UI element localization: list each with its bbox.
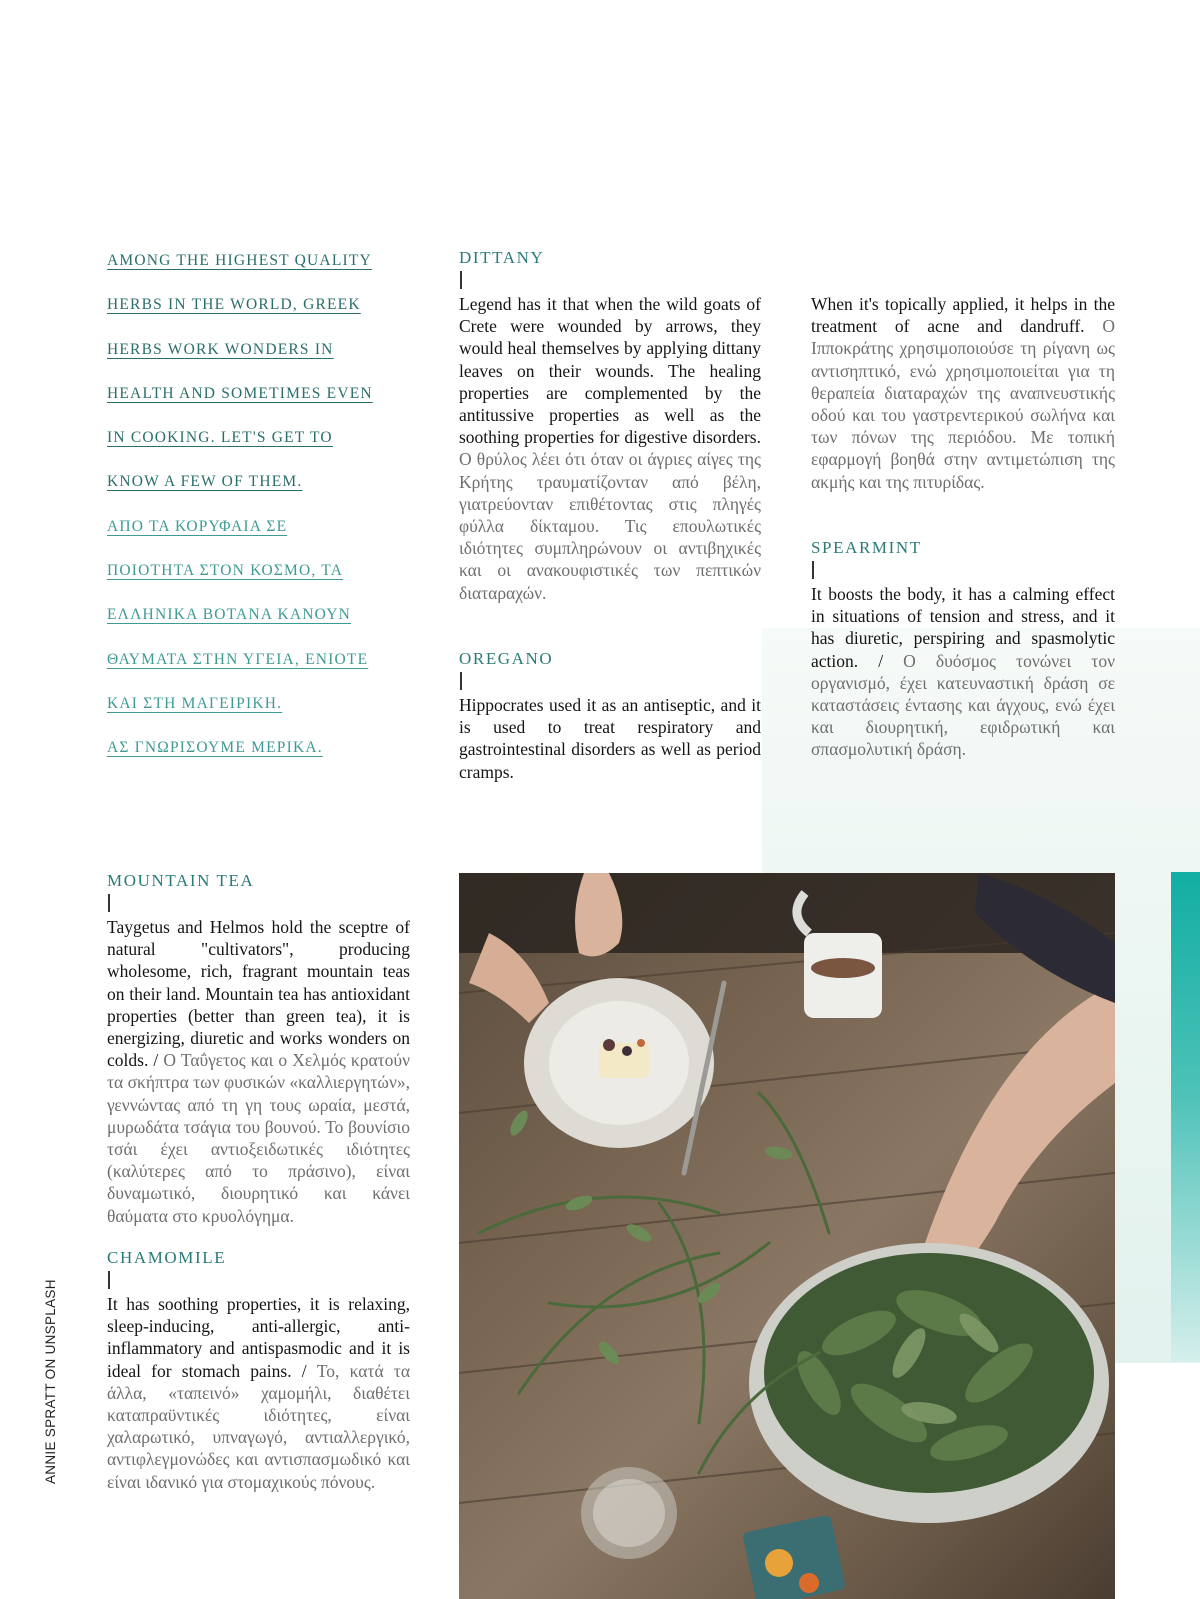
body-greek: Ο δυόσμος τονώνει τον οργανισμό, έχει κατευναστική δράση σε καταστάσεις έντασης και άγχους, ενώ έχει και διουρητική, εφιδρωτική και σπασμολυτική δράση. bbox=[811, 650, 1115, 760]
section-body bbox=[107, 916, 410, 1227]
title-divider bbox=[460, 271, 462, 289]
body-english: Taygetus and Helmos hold the sceptre of natural "cultivators", producing wholesome, rich, fragrant mountain teas on their land. Mountain tea has antioxidant properties (better than green tea), it is energizing, diuretic and works wonders on colds. / bbox=[107, 917, 410, 1071]
herbs-table-photo bbox=[459, 873, 1115, 1599]
section-body bbox=[459, 694, 761, 783]
intro-line-en: KNOW A FEW OF THEM. bbox=[107, 473, 303, 491]
intro-line-en: HERBS WORK WONDERS IN bbox=[107, 340, 334, 358]
body-greek: Ο Ταΰγετος και ο Χελμός κρατούν τα σκήπτρα των φυσικών «καλλιεργητών», γεννώντας από τη γη τους ωραία, μεστά, μυρωδάτα τσάγια του βουνού. Το βουνίσιο τσάι έχει αντιοξειδωτικές ιδιότητες (καλύτερες από το πράσινο), είναι δυναμωτικό, διουρητικό και κάνει θαύματα στο κρυολόγημα. bbox=[107, 1050, 410, 1226]
title-divider bbox=[812, 561, 814, 579]
intro-line-gr: ΠΟΙΟΤΗΤΑ ΣΤΟΝ ΚΟΣΜΟ, ΤΑ bbox=[107, 562, 344, 580]
intro-line-gr: ΘΑΥΜΑΤΑ ΣΤΗΝ ΥΓΕΙΑ, ΕΝΙΟΤΕ bbox=[107, 650, 369, 668]
title-divider bbox=[108, 894, 110, 912]
section-title: CHAMOMILE bbox=[107, 1248, 227, 1267]
intro-pullquote bbox=[107, 250, 407, 782]
section-title: SPEARMINT bbox=[811, 538, 922, 557]
intro-line-gr: ΑΣ ΓΝΩΡΙΣΟΥΜΕ ΜΕΡΙΚΑ. bbox=[107, 739, 323, 757]
section-dittany bbox=[459, 247, 761, 604]
body-english: When it's topically applied, it helps in the treatment of acne and dandruff. bbox=[811, 294, 1115, 337]
section-body bbox=[459, 293, 761, 604]
photo-credit: ANNIE SPRATT ON UNSPLASH bbox=[43, 1279, 58, 1484]
body-greek: Το, κατά τα άλλα, «ταπεινό» χαμομήλι, διαθέτει καταπραϋντικές ιδιότητες, είναι χαλαρωτικό, υπναγωγό, αντιαλλεργικό, αντιφλεγμονώδες και αντισπασμωδικό και είναι ιδανικό για στομαχικούς πόνους. bbox=[107, 1360, 410, 1492]
section-mountain-tea bbox=[107, 870, 410, 1227]
body-english: Hippocrates used it as an antiseptic, and it is used to treat respiratory and gastrointestinal disorders as well as period cramps. bbox=[459, 695, 761, 782]
body-greek: Ο θρύλος λέει ότι όταν οι άγριες αίγες της Κρήτης τραυματίζονταν από βέλη, γιατρεύονταν επιθέτοντας στις πληγές φύλλα δίκταμου. Τις επουλωτικές ιδιότητες συμπληρώνουν οι αντιβηχικές και οι ανακουφιστικές των πεπτικών διαταραχών. bbox=[459, 449, 761, 603]
section-title: DITTANY bbox=[459, 248, 545, 267]
intro-line-en: HERBS IN THE WORLD, GREEK bbox=[107, 296, 361, 314]
intro-line-en: AMONG THE HIGHEST QUALITY bbox=[107, 252, 372, 269]
herbs-illustration bbox=[459, 873, 1115, 1599]
section-body bbox=[811, 583, 1115, 761]
teal-accent-bar bbox=[1171, 872, 1200, 1362]
title-divider bbox=[108, 1271, 110, 1289]
section-oregano-continued bbox=[811, 293, 1115, 493]
title-divider bbox=[460, 672, 462, 690]
section-body bbox=[811, 293, 1115, 493]
intro-line-gr: ΚΑΙ ΣΤΗ ΜΑΓΕΙΡΙΚΗ. bbox=[107, 694, 283, 712]
body-english: Legend has it that when the wild goats of Crete were wounded by arrows, they would heal themselves by applying dittany leaves on their wounds. The healing properties are complemented by the antitussive properties as well as the soothing properties for digestive disorders. bbox=[459, 294, 761, 448]
body-greek: Ο Ιπποκράτης χρησιμοποιούσε τη ρίγανη ως αντισηπτικό, ενώ χρησιμοποιείται για τη θεραπεία διαταραχών της αναπνευστικής οδού και του γαστρεντερικού σωλήνα και των πόνων της περιόδου. Με τοπική εφαρμογή βοηθά στην αντιμετώπιση της ακμής και της πιτυρίδας. bbox=[811, 316, 1115, 492]
section-oregano bbox=[459, 648, 761, 783]
intro-line-en: IN COOKING. LET'S GET TO bbox=[107, 429, 333, 447]
intro-line-gr: ΕΛΛΗΝΙΚΑ ΒΟΤΑΝΑ ΚΑΝΟΥΝ bbox=[107, 606, 352, 624]
body-english: It boosts the body, it has a calming effect in situations of tension and stress, and it has diuretic, perspiring and spasmolytic action. / bbox=[811, 584, 1115, 671]
body-english: It has soothing properties, it is relaxing, sleep-inducing, anti-allergic, anti-inflammatory and antispasmodic and it is ideal for stomach pains. / bbox=[107, 1294, 410, 1381]
intro-line-gr: ΑΠΟ ΤΑ ΚΟΡΥΦΑΙΑ ΣΕ bbox=[107, 517, 288, 535]
section-title: OREGANO bbox=[459, 649, 554, 668]
intro-line-en: HEALTH AND SOMETIMES EVEN bbox=[107, 384, 373, 402]
section-title: MOUNTAIN TEA bbox=[107, 871, 255, 890]
section-spearmint bbox=[811, 537, 1115, 761]
section-chamomile bbox=[107, 1247, 410, 1493]
section-body bbox=[107, 1293, 410, 1493]
